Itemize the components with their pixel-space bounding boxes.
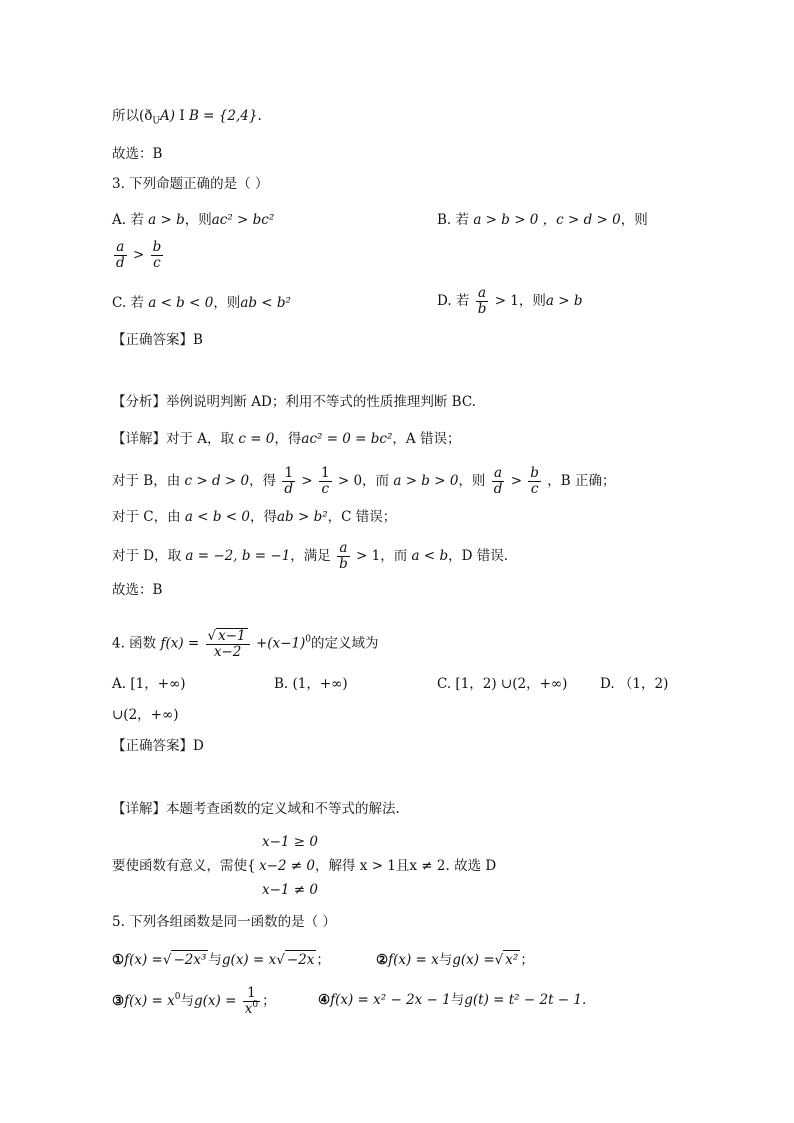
expression: ab < b² [240, 295, 291, 311]
denominator: d [493, 481, 503, 497]
f: f(x) = [124, 952, 163, 968]
mark: ② [376, 952, 389, 968]
end: . [582, 992, 587, 1008]
q4-option-d: D. （1，2) [600, 676, 669, 692]
analysis-tag: 【分析】 [112, 394, 166, 410]
text-prefix: 所以 [112, 108, 139, 124]
text: ，得 [250, 509, 277, 525]
numerator: a [116, 239, 125, 255]
q4-answer: 【正确答案】D [112, 738, 204, 754]
one: 1 [320, 465, 330, 481]
period: . [257, 108, 262, 124]
q3-option-b [437, 211, 648, 229]
denominator: d [284, 481, 294, 497]
and: 与 [450, 992, 465, 1008]
label: D. 若 [437, 293, 470, 309]
q4-detail [112, 800, 400, 818]
expression: a < b [411, 548, 449, 564]
condition: a < b < 0 [184, 509, 250, 525]
system-row-3 [262, 881, 318, 899]
brace-space: { [247, 858, 256, 874]
plus-term: +(x−1) [255, 635, 306, 652]
text: 对于 C，由 [112, 509, 181, 525]
q3-detail-a [112, 430, 460, 448]
fraction-b-over-c [528, 466, 541, 497]
mark: ③ [112, 993, 125, 1009]
text: 4. 函数 [112, 635, 157, 652]
q3-answer: 【正确答案】B [112, 332, 203, 348]
set-a: A) [160, 108, 176, 124]
q2-choice: 故选：B [112, 146, 163, 162]
text: ，A 错误； [392, 431, 461, 447]
q3-option-d [437, 286, 582, 317]
then: ，则 [620, 212, 648, 228]
mark: ① [112, 952, 125, 968]
fraction-1-over-x0 [243, 986, 260, 1017]
and: 与 [438, 952, 453, 968]
denominator: x [244, 1001, 253, 1017]
text: 的定义域为 [311, 635, 379, 652]
text: ，B 正确； [547, 473, 616, 489]
q3-detail-d [112, 541, 508, 572]
f: f(x) = x [388, 952, 439, 968]
g: g(t) = t² − 2t − 1 [464, 992, 582, 1008]
mark: ④ [318, 992, 331, 1008]
result: ，解得 x > 1且x ≠ 2. 故选 D [315, 858, 497, 874]
label: B. 若 [437, 212, 470, 228]
q4-option-b: B. (1，+∞) [274, 676, 348, 692]
denominator: d [116, 255, 125, 271]
text: ，得 [274, 431, 302, 447]
exponent: 0 [174, 992, 181, 1002]
one: 1 [282, 466, 295, 482]
inequality: x−2 ≠ 0 [259, 858, 315, 874]
set-result-line [112, 107, 262, 131]
system-row-1 [262, 833, 318, 851]
q4-option-d-continued: ∪(2，+∞) [112, 707, 179, 723]
label: C. 若 [112, 295, 144, 311]
fraction-a-over-d [492, 466, 505, 497]
complement-symbol: (ð [139, 108, 153, 124]
end: ； [262, 993, 276, 1009]
q3-analysis [112, 393, 476, 411]
radicand: x−1 [218, 628, 246, 644]
end: ； [520, 952, 534, 968]
text: > 0，而 [337, 473, 390, 489]
condition: c > d > 0 [184, 473, 250, 489]
detail-text: 本题考查函数的定义域和不等式的解法. [166, 801, 400, 817]
then: > 1，则 [494, 293, 546, 309]
fraction-1-over-d [282, 466, 295, 497]
numerator: a [339, 540, 348, 556]
denominator: c [153, 255, 161, 271]
exponent: 0 [252, 1000, 259, 1010]
radicand: −2x [286, 952, 315, 968]
q3-detail-b [112, 466, 615, 497]
subscript-u: U [152, 116, 160, 127]
fraction-a-over-d [114, 240, 127, 271]
q5-title: 5. 下列各组函数是同一函数的是（ ） [112, 914, 336, 930]
then: ，则 [213, 295, 241, 311]
then: ，则 [184, 212, 212, 228]
expression: ac² = 0 = bc² [301, 431, 393, 447]
text: ，满足 [290, 548, 331, 564]
system-line [112, 857, 496, 875]
radicand: x² [505, 952, 519, 968]
fraction-a-over-b [337, 541, 350, 572]
set-b-equals: B = {2,4} [188, 108, 258, 124]
denominator: b [477, 301, 487, 317]
text: ，得 [249, 473, 277, 489]
q3-title: 3. 下列命题正确的是（ ） [112, 176, 269, 192]
exponent: 0 [305, 634, 312, 645]
condition: a < b < 0 [148, 295, 214, 311]
q3-option-a [112, 211, 274, 229]
label: A. 若 [112, 212, 144, 228]
g: g(x) = [194, 993, 237, 1009]
numerator: a [478, 285, 487, 301]
expression: ab > b² [277, 509, 328, 525]
g: g(x) = [452, 952, 495, 968]
text: 对于 B，由 [112, 473, 181, 489]
q4-option-c: C. [1，2) ∪(2，+∞) [437, 676, 568, 692]
greater-than: > [301, 473, 313, 489]
analysis-text: 举例说明判断 AD；利用不等式的性质推理判断 BC. [166, 394, 476, 410]
numerator: b [530, 465, 539, 481]
q3-option-c [112, 294, 291, 312]
text: 对于 A，取 [166, 431, 235, 447]
fraction-1-over-c [319, 466, 332, 497]
text: > 1，而 [356, 548, 408, 564]
text: 要使函数有意义，需使 [112, 858, 247, 874]
q3-detail-c [112, 508, 396, 526]
fraction-a-over-b [476, 286, 489, 317]
text: ，则 [458, 473, 486, 489]
denominator: x−2 [213, 644, 242, 660]
fraction-b-over-c [151, 240, 164, 271]
denominator: c [530, 481, 539, 497]
q5-pair-3 [112, 986, 276, 1017]
end: ； [316, 952, 330, 968]
f: f(x) = x [124, 993, 175, 1009]
text: ，C 错误； [327, 509, 397, 525]
f: f(x) = x² − 2x − 1 [330, 992, 451, 1008]
q5-pair-4 [318, 991, 586, 1009]
and: 与 [180, 993, 194, 1009]
radicand: −2x³ [173, 952, 207, 968]
inequality: x−1 ≠ 0 [262, 882, 318, 898]
denominator: c [321, 481, 330, 497]
g: g(x) = x [221, 952, 277, 968]
q4-option-a: A. [1，+∞) [112, 676, 186, 692]
numerator: b [152, 239, 162, 255]
condition: a > b > 0 [393, 473, 459, 489]
text: ，D 错误. [448, 548, 509, 564]
expression: a > b [545, 293, 583, 309]
inequality: x−1 ≥ 0 [262, 834, 318, 850]
denominator: b [339, 556, 348, 572]
q3-choice: 故选：B [112, 582, 163, 598]
condition: a > b [148, 212, 185, 228]
expression: ac² > bc² [211, 212, 275, 228]
and: 与 [208, 952, 222, 968]
q3-option-b-fraction [112, 240, 165, 271]
numerator: a [494, 465, 503, 481]
greater-than: > [132, 247, 145, 263]
value: c = 0 [238, 431, 275, 447]
q4-title [112, 628, 379, 660]
sqrt-fraction: $\frac{√ x-1}{x-2}$ [206, 628, 250, 660]
intersection-symbol: Ⅰ [179, 108, 185, 124]
detail-tag: 【详解】 [112, 801, 166, 817]
detail-tag: 【详解】 [112, 431, 166, 447]
values: a = −2, b = −1 [185, 548, 291, 564]
condition: a > b > 0 ，c > d > 0 [473, 212, 621, 228]
numerator: 1 [243, 986, 260, 1002]
function: f(x) = [160, 635, 200, 652]
q5-pair-1: ①f(x) =√ −2x³ 与g(x) = x√ −2x ； [112, 952, 330, 968]
q5-pair-2: ②f(x) = x与g(x) =√ x² ； [376, 952, 534, 968]
text: 对于 D，取 [112, 548, 182, 564]
greater-than: > [510, 473, 522, 489]
